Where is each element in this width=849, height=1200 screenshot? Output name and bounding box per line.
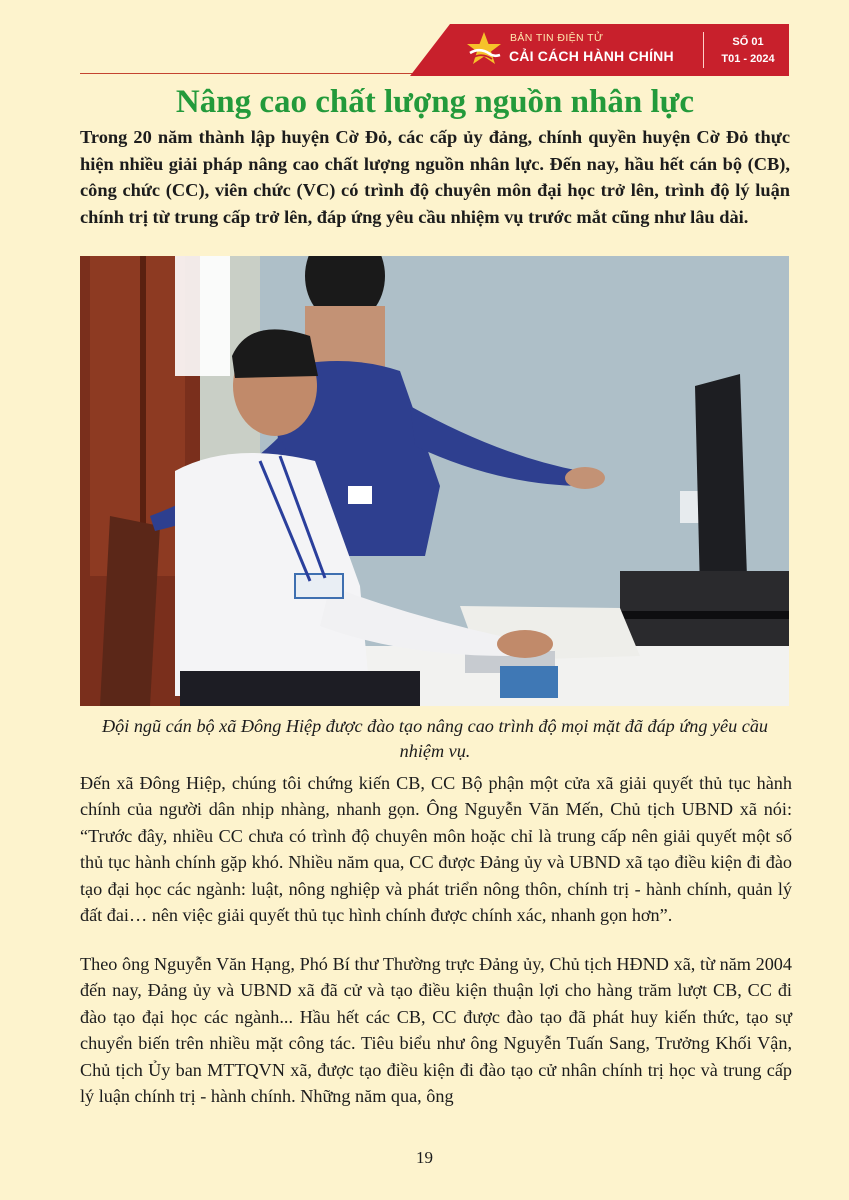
article-photo [80,256,789,706]
issue-info [716,34,780,68]
bulletin-subtitle: BẢN TIN ĐIỆN TỬ [510,32,604,44]
banner-divider [703,32,704,68]
header-rule [80,73,450,74]
issue-number: SỐ 01 [732,36,764,48]
photo-caption: Đội ngũ cán bộ xã Đông Hiệp được đào tạo nâng cao trình độ mọi mặt đã đáp ứng yêu cầu nhiệm vụ. [101,716,769,761]
issue-date: T01 - 2024 [721,53,775,65]
page-number: 19 [416,1148,433,1167]
body-paragraph: Đến xã Đông Hiệp, chúng tôi chứng kiến CB, CC Bộ phận một cửa xã giải quyết thủ tục hành chính của người dân nhịp nhàng, nhanh gọn. Ông Nguyễn Văn Mến, Chủ tịch UBND xã nói: “Trước đây, nhiều CC chưa có trình độ chuyên môn hoặc chỉ là trung cấp nên giải quyết một số thủ tục hành chính gặp khó. Nhiều năm qua, CC được Đảng ủy và UBND xã tạo điều kiện đi đào tạo đại học các ngành: luật, nông nghiệp và phát triển nông thôn, chính trị - hành chính, quản lý đất đai… nên việc giải quyết thủ tục hình chính được chính xác, nhanh gọn hơn”. [80,773,792,926]
star-flag-logo-icon [464,29,504,69]
article-lead: Trong 20 năm thành lập huyện Cờ Đỏ, các cấp ủy đảng, chính quyền huyện Cờ Đỏ thực hiện nhiều giải pháp nâng cao chất lượng nguồn nhân lực. Đến nay, hầu hết cán bộ (CB), công chức (CC), viên chức (VC) có trình độ chuyên môn đại học trở lên, trình độ lý luận chính trị từ trung cấp trở lên, đáp ứng yêu cầu nhiệm vụ trước mắt cũng như lâu dài. [80,127,790,227]
bulletin-title: CẢI CÁCH HÀNH CHÍNH [509,48,674,64]
article-title: Nâng cao chất lượng nguồn nhân lực [175,84,695,120]
body-paragraph: Theo ông Nguyễn Văn Hạng, Phó Bí thư Thường trực Đảng ủy, Chủ tịch HĐND xã, từ năm 2004 đến nay, Đảng ủy và UBND xã đã cử và tạo điều kiện thuận lợi cho hàng trăm lượt CB, CC đi đào tạo đại học các ngành... Hầu hết các CB, CC được đào tạo đã phát huy kiến thức, tạo sự chuyển biến trên nhiều mặt công tác. Tiêu biểu như ông Nguyễn Tuấn Sang, Trưởng Khối Vận, Chủ tịch Ủy ban MTTQVN xã, được tạo điều kiện đi đào tạo cử nhân chính trị học và trung cấp lý luận chính trị - hành chính. Những năm qua, ông [80,954,792,1107]
